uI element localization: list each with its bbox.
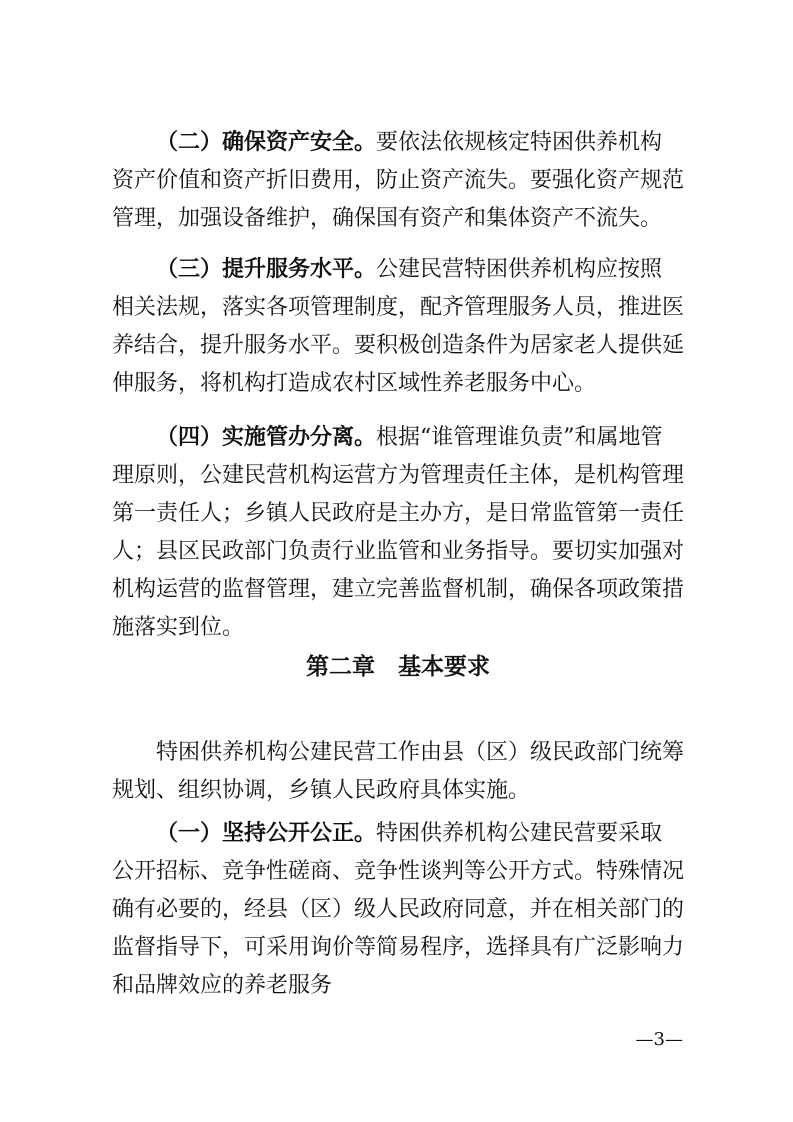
paragraph-heading: （三）提升服务水平。 [156,257,377,282]
paragraph-separation [112,419,684,647]
paragraph-service-level [112,251,684,403]
paragraph-asset-safety [112,124,684,238]
paragraph-text: 要依法依规核定特困供养机构资产价值和资产折旧费用，防止资产流失。要强化资产规范管理，加强设备维护，确保国有资产和集体资产不流失。 [112,130,685,231]
page-number: —3— [635,1029,683,1050]
paragraph-heading: （四）实施管办分离。 [156,425,377,450]
paragraph-heading: （一）坚持公开公正。 [156,821,377,846]
paragraph-text: 根据“谁管理谁负责”和属地管理原则，公建民营机构运营方为管理责任主体，是机构管理第一责任人；乡镇人民政府是主办方，是日常监管第一责任人；县区民政部门负责行业监管和业务指导。要切实加强对机构运营的监督管理，建立完善监督机制，确保各项政策措施落实到位。 [112,425,685,640]
paragraph-open-fair [112,815,684,1005]
paragraph-intro: 特困供养机构公建民营工作由县（区）级民政部门统筹规划、组织协调，乡镇人民政府具体实施。 [112,740,685,803]
paragraph-heading: （二）确保资产安全。 [156,130,377,155]
paragraph-text: 公建民营特困供养机构应按照相关法规，落实各项管理制度，配齐管理服务人员，推进医养结合，提升服务水平。要积极创造条件为居家老人提供延伸服务，将机构打造成农村区域性养老服务中心。 [112,257,685,396]
paragraph-text: 特困供养机构公建民营要采取公开招标、竞争性磋商、竞争性谈判等公开方式。特殊情况确有必要的，经县（区）级人民政府同意，并在相关部门的监督指导下，可采用询价等简易程序，选择具有广泛影响力和品牌效应的养老服务 [112,821,685,998]
chapter-title: 第二章 基本要求 [306,654,490,680]
